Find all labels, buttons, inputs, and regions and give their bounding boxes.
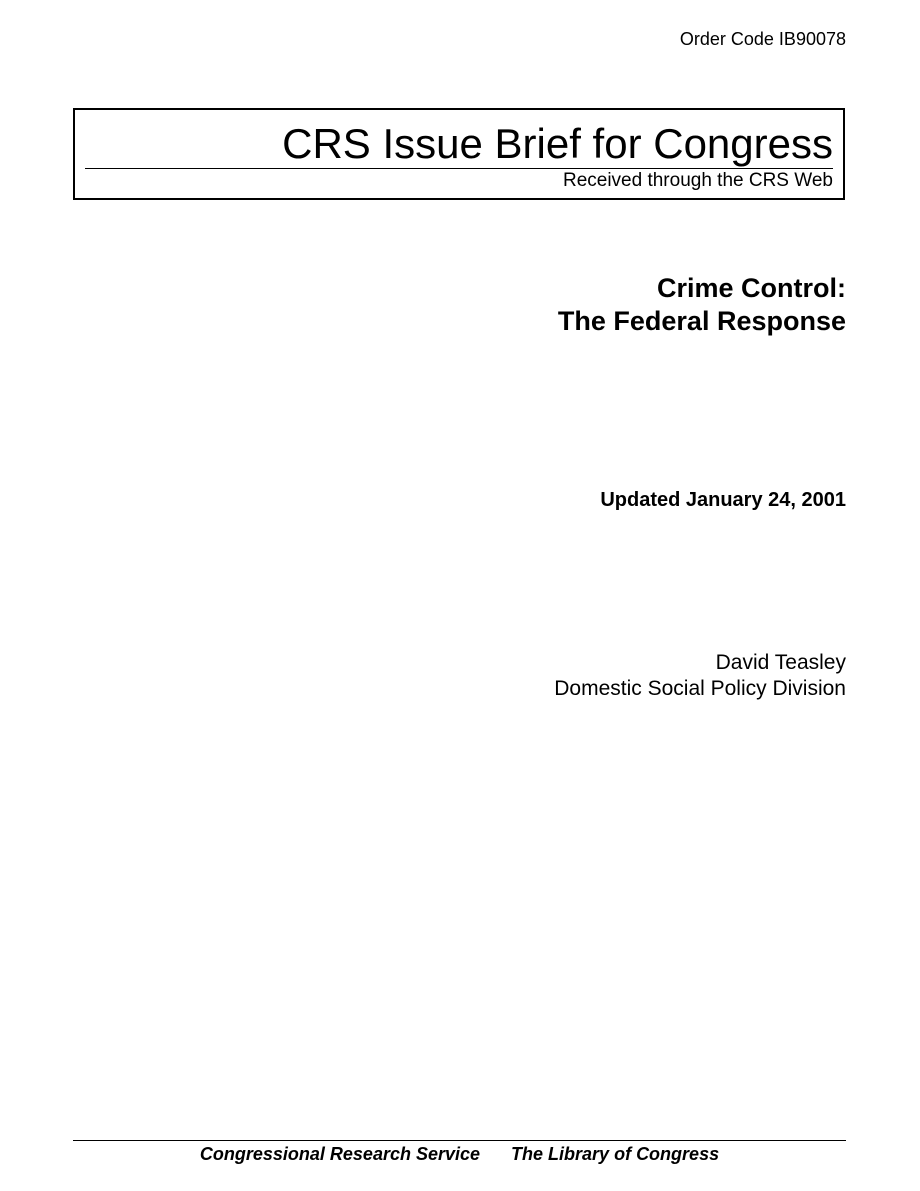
brief-title-box [73, 108, 845, 200]
brief-series-title: CRS Issue Brief for Congress [282, 120, 833, 167]
footer [73, 1143, 846, 1165]
order-code: Order Code IB90078 [679, 29, 846, 49]
brief-series-subtitle: Received through the CRS Web [562, 170, 833, 191]
author-block [554, 650, 846, 702]
footer-publisher: Congressional Research Service [199, 1144, 481, 1164]
footer-library: The Library of Congress [511, 1144, 720, 1164]
updated-date: Updated January 24, 2001 [600, 489, 846, 511]
brief-title-rule [85, 168, 833, 169]
report-title-line-2: The Federal Response [557, 306, 846, 336]
footer-rule [73, 1140, 846, 1141]
report-title [558, 272, 846, 338]
author-division: Domestic Social Policy Division [554, 677, 846, 700]
report-title-line-1: Crime Control: [657, 273, 846, 303]
author-name: David Teasley [715, 651, 846, 674]
